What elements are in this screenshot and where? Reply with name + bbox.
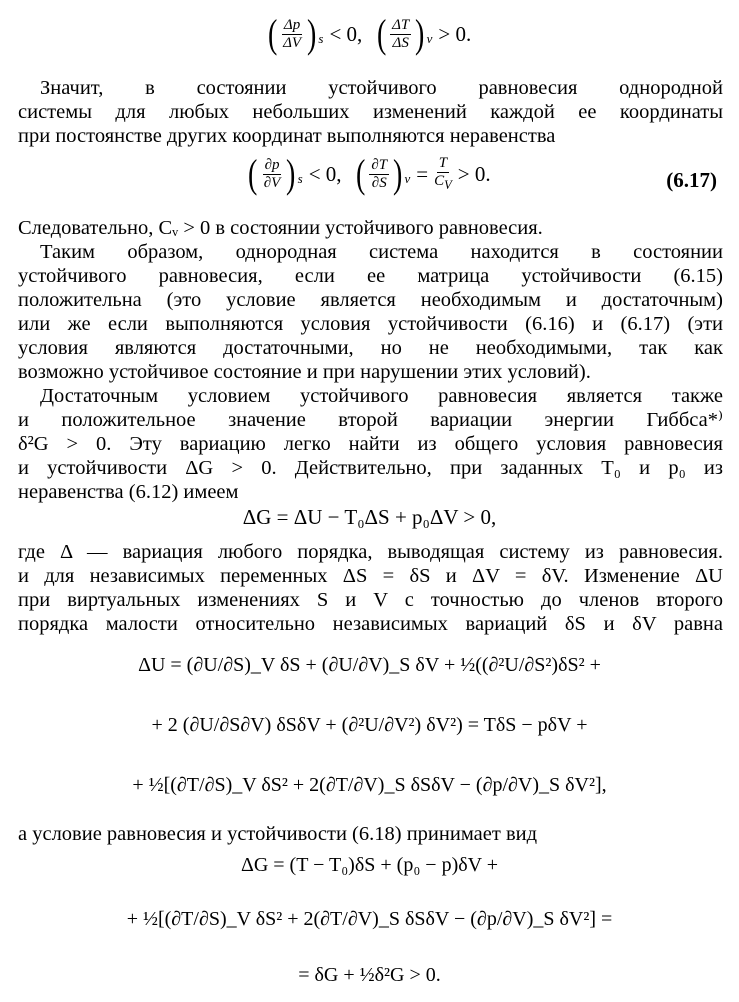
delta-g-line-2: + ½[(∂T/∂S)_V δS² + 2(∂T/∂V)_S δSδV − (∂p/∂V)_S δV²] = [126, 908, 613, 930]
delta-u-expansion-line-2: + 2 (∂U/∂S∂V) δSδV + (∂²U/∂V²) δV²) = TδS − pδV + [151, 714, 588, 736]
delta-u-expansion-line-3: + ½[(∂T/∂S)_V δS² + 2(∂T/∂V)_S δSδV − (∂p/∂V)_S δV²], [132, 774, 607, 796]
paragraph-line: возможно устойчивое состояние и при нарушении этих условий). [18, 361, 591, 383]
inequality-finite-differences: ( $\frac{\Delta p}{\Delta V}$ ) s < 0, ( $\frac{\Delta T}{\Delta S}$ ) v > 0. [267, 11, 472, 56]
gibbs-variation-equation: ΔG = ΔU − T₀ΔS + p₀ΔV > 0, [242, 505, 497, 529]
paragraph-line: или же если выполняются условия устойчивости (6.16) и (6.17) (эти [18, 313, 723, 335]
paragraph-line: порядка малости относительно независимых вариаций δS и δV равна [18, 613, 723, 635]
paragraph-line: а условие равновесия и устойчивости (6.18) принимает вид [18, 823, 538, 845]
delta-g-line-1: ΔG = (T − T₀)δS + (p₀ − p)δV + [240, 854, 499, 876]
paragraph-line: Достаточным условием устойчивого равновесия является также [40, 385, 723, 407]
paragraph-line: Значит, в состоянии устойчивого равновесия однородной [40, 77, 723, 99]
paragraph-line: системы для любых небольших изменений каждой ее координаты [18, 101, 723, 123]
paragraph-line: и положительное значение второй вариации энергии Гиббса*⁾ [18, 409, 723, 431]
paragraph-line: Таким образом, однородная система находится в состоянии [40, 241, 723, 263]
paragraph-line: δ²G > 0. Эту вариацию легко найти из общего условия равновесия [18, 433, 723, 455]
paragraph-line: условия являются достаточными, но не необходимыми, так как [18, 337, 723, 359]
equation-number: (6.17) [666, 168, 717, 192]
paragraph-line: и устойчивости ΔG > 0. Действительно, при заданных T₀ и p₀ из [18, 457, 723, 479]
equation-6-17: ( $\frac{\partial p}{\partial V}$ ) s < 0, ( $\frac{\partial T}{\partial S}$ ) v = $\frac{T}{C_V}$ > 0. [248, 151, 491, 196]
paragraph-line: Следовательно, Cᵥ > 0 в состоянии устойчивого равновесия. [18, 217, 543, 239]
delta-u-expansion-line-1: ΔU = (∂U/∂S)_V δS + (∂U/∂V)_S δV + ½((∂²U/∂S²)δS² + [138, 654, 601, 676]
paragraph-line: неравенства (6.12) имеем [18, 481, 239, 503]
paragraph-line: и для независимых переменных ΔS = δS и ΔV = δV. Изменение ΔU [18, 565, 723, 587]
delta-g-line-3: = δG + ½δ²G > 0. [298, 964, 441, 986]
paragraph-line: при постоянстве других координат выполняются неравенства [18, 125, 556, 147]
paragraph-line: положительна (это условие является необходимым и достаточным) [18, 289, 723, 311]
paragraph-line: где Δ — вариация любого порядка, выводящая систему из равновесия. [18, 541, 723, 563]
paragraph-line: при виртуальных изменениях S и V с точностью до членов второго [18, 589, 723, 611]
paragraph-line: устойчивого равновесия, если ее матрица устойчивости (6.15) [18, 265, 723, 287]
